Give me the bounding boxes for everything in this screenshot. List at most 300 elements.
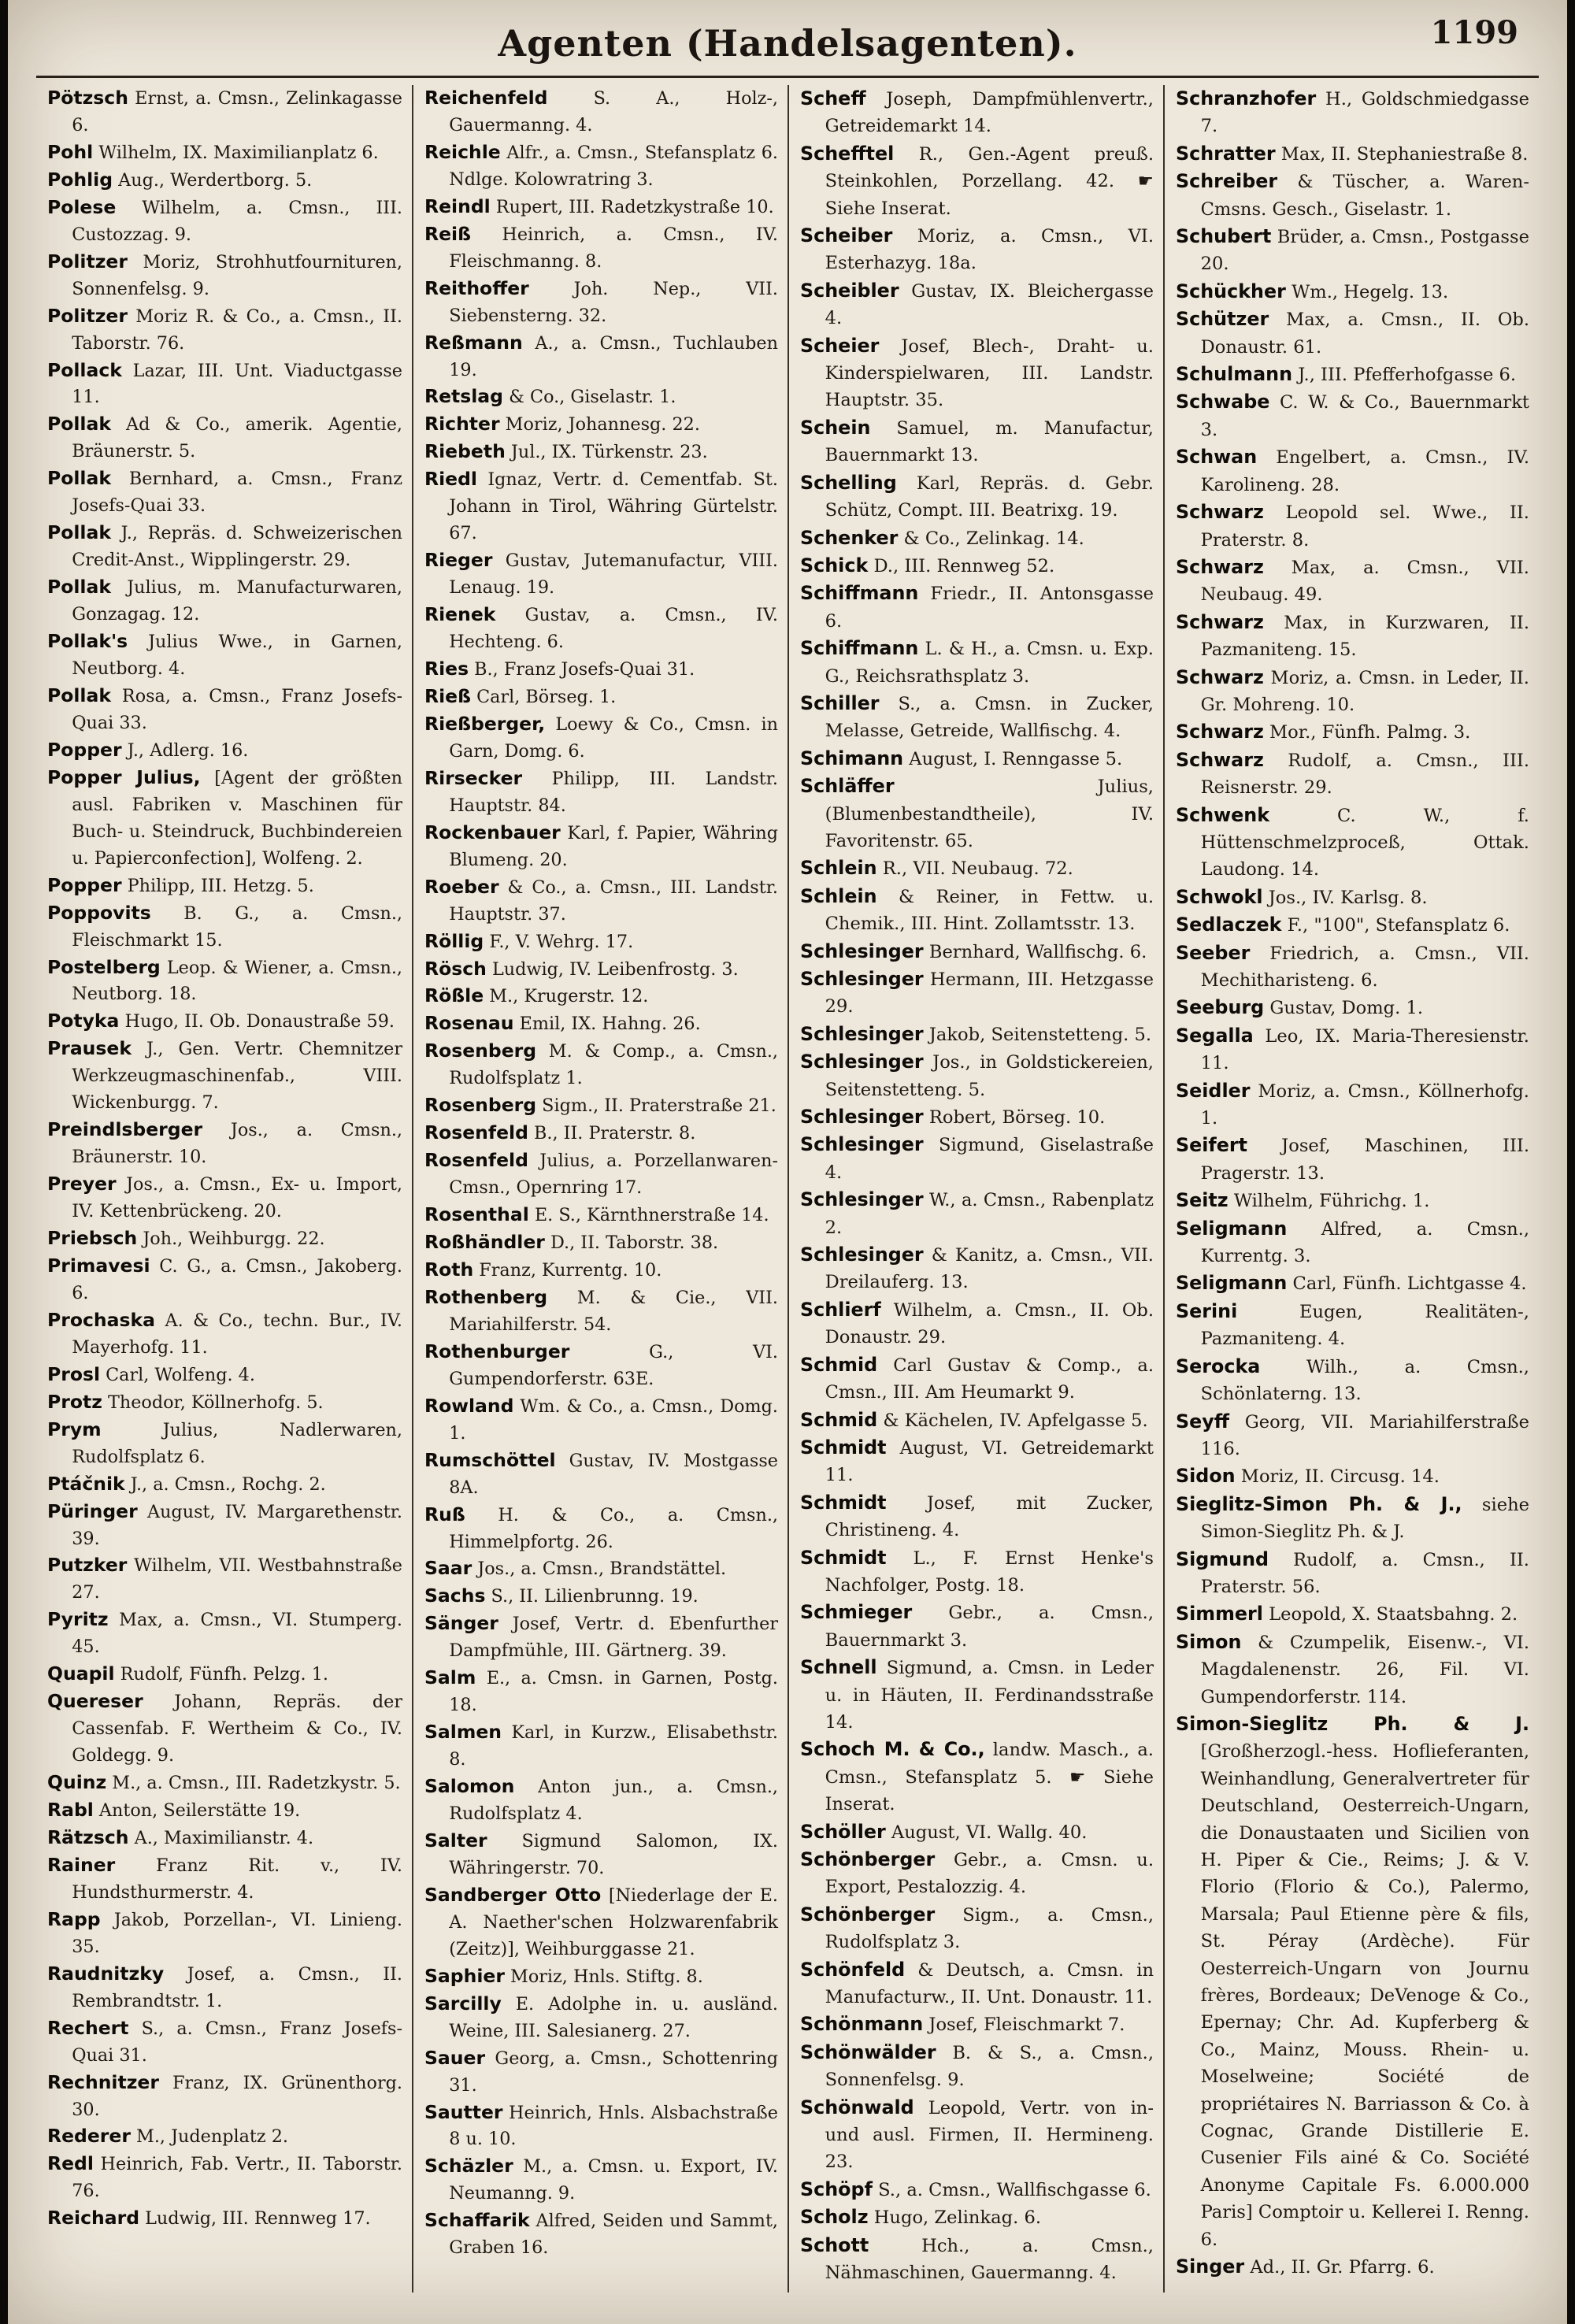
directory-entry <box>800 1489 1154 1544</box>
entry-name: Salmen <box>424 1721 502 1744</box>
directory-entry <box>47 1036 402 1117</box>
entry-name: Segalla <box>1176 1024 1254 1047</box>
entry-detail: Rudolf, a. Cmsn., III. Reisnerstr. 29. <box>1200 750 1529 799</box>
page-title: Agenten (Handelsagenten). <box>498 22 1077 65</box>
directory-entry <box>800 773 1154 854</box>
entry-detail: L., F. Ernst Henke's Nachfolger, Postg. 18. <box>825 1547 1154 1596</box>
entry-detail: Franz Rit. v., IV. Hundsthurmerstr. 4. <box>72 1855 402 1903</box>
directory-entry <box>1176 443 1529 499</box>
entry-name: Roth <box>424 1258 474 1281</box>
entry-name: Schöller <box>800 1820 886 1843</box>
entry-name: Politzer <box>47 250 128 272</box>
entry-name: Schlein <box>800 857 877 880</box>
directory-entry <box>47 167 402 195</box>
entry-detail: Jos., in Goldstickereien, Seitenstetteng. 5. <box>825 1052 1154 1100</box>
entry-detail: J., a. Cmsn., Rochg. 2. <box>124 1473 326 1495</box>
directory-entry <box>1176 1491 1529 1546</box>
entry-detail: J., Gen. Vertr. Chemnitzer Werkzeugmaschinenfab., VIII. Wickenburgg. 7. <box>72 1039 402 1114</box>
entry-detail: Wm. & Co., a. Cmsn., Domg. 1. <box>449 1396 778 1444</box>
directory-entry <box>47 303 402 358</box>
entry-detail: Moriz, Strohhutfournituren, Sonnenfelsg. 9. <box>72 251 402 299</box>
entry-detail: Gustav, Domg. 1. <box>1264 998 1424 1019</box>
entry-detail: August, I. Renngasse 5. <box>903 748 1123 769</box>
entry-name: Rechert <box>47 2016 129 2039</box>
entry-name: Schenker <box>800 526 899 549</box>
entry-name: Schützer <box>1176 308 1269 331</box>
entry-detail: Ad & Co., amerik. Agentie, Bräunerstr. 5. <box>72 414 402 462</box>
directory-entry <box>47 1471 402 1499</box>
directory-entry <box>47 1770 402 1797</box>
entry-name: Sautter <box>424 2100 503 2123</box>
entry-name: Ptáčnik <box>47 1472 125 1495</box>
entry-detail: S. A., Holz-, Gauermanng. 4. <box>449 88 778 135</box>
entry-name: Riedl <box>424 468 477 491</box>
entry-name: Schreiber <box>1176 170 1278 193</box>
entry-detail: A. & Co., techn. Bur., IV. Mayerhofg. 11. <box>72 1310 402 1358</box>
directory-entry <box>1176 884 1529 911</box>
entry-detail: Georg, a. Cmsn., Schottenring 31. <box>449 2048 778 2096</box>
entry-name: Reichle <box>424 140 501 163</box>
directory-entry <box>424 1665 778 1719</box>
directory-entry <box>800 1544 1154 1599</box>
entry-detail: M., Judenplatz 2. <box>130 2126 288 2148</box>
directory-entry <box>47 1225 402 1253</box>
entry-name: Schönberger <box>800 1903 936 1926</box>
entry-name: Rienek <box>424 603 496 626</box>
directory-entry <box>424 1202 778 1229</box>
directory-entry <box>424 2153 778 2207</box>
entry-detail: Max, a. Cmsn., VI. Stumperg. 45. <box>72 1610 402 1658</box>
directory-entry <box>424 276 778 330</box>
entry-name: Rabl <box>47 1799 94 1822</box>
directory-entry <box>800 966 1154 1021</box>
entry-detail: Jakob, Seitenstetteng. 5. <box>923 1024 1152 1045</box>
directory-entry <box>800 1241 1154 1296</box>
entry-name: Rockenbauer <box>424 821 561 843</box>
directory-entry <box>800 2094 1154 2176</box>
entry-name: Schmidt <box>800 1491 887 1514</box>
entry-name: Schlesinger <box>800 1244 924 1266</box>
directory-entry <box>47 195 402 249</box>
entry-name: Schlesinger <box>800 1051 924 1073</box>
entry-detail: Franz, IX. Grünenthorg. 30. <box>72 2072 402 2120</box>
entry-name: Serini <box>1176 1299 1238 1322</box>
entry-name: Polese <box>47 195 117 218</box>
entry-name: Rumschöttel <box>424 1448 556 1471</box>
entry-name: Schückher <box>1176 280 1286 302</box>
directory-entry <box>47 1907 402 1961</box>
entry-detail: Georg, VII. Mariahilferstraße 116. <box>1200 1411 1529 1459</box>
directory-entry <box>424 711 778 765</box>
directory-entry <box>47 1852 402 1907</box>
entry-detail: Aug., Werdertborg. 5. <box>113 169 313 191</box>
entry-name: Reithoffer <box>424 276 529 299</box>
entry-detail: Sigmund, Giselastraße 4. <box>825 1135 1154 1183</box>
directory-entry <box>424 85 778 139</box>
entry-name: Protz <box>47 1390 102 1413</box>
directory-entry <box>800 2011 1154 2038</box>
directory-entry <box>1176 1546 1529 1601</box>
entry-name: Rosenberg <box>424 1094 537 1117</box>
entry-detail: G., VI. Gumpendorferstr. 63E. <box>449 1341 778 1389</box>
directory-entry <box>800 1956 1154 2011</box>
directory-entry <box>1176 1269 1529 1297</box>
directory-entry <box>800 1021 1154 1048</box>
entry-name: Riebeth <box>424 440 506 463</box>
entry-detail: Julius, Nadlerwaren, Rudolfsplatz 6. <box>72 1419 402 1467</box>
entry-detail: Carl Gustav & Comp., a. Cmsn., III. Am Heumarkt 9. <box>825 1355 1154 1403</box>
entry-detail: Heinrich, Fab. Vertr., II. Taborstr. 76. <box>72 2154 402 2202</box>
entry-detail: Emil, IX. Hahng. 26. <box>513 1014 701 1035</box>
directory-entry <box>47 249 402 303</box>
entry-name: Pohl <box>47 140 94 163</box>
entry-detail: Theodor, Köllnerhofg. 5. <box>102 1392 324 1413</box>
directory-entry <box>800 140 1154 222</box>
entry-name: Schwabe <box>1176 391 1270 413</box>
entry-detail: Eugen, Realitäten-, Pazmaniteng. 4. <box>1200 1301 1529 1350</box>
entry-detail: Loewy & Co., Cmsn. in Garn, Domg. 6. <box>449 714 778 762</box>
entry-detail: Rudolf, Fünfh. Pelzg. 1. <box>114 1664 328 1685</box>
entry-name: Rießberger, <box>424 712 546 735</box>
entry-name: Prym <box>47 1418 102 1440</box>
entry-name: Schubert <box>1176 225 1272 248</box>
directory-entry <box>800 1599 1154 1654</box>
directory-entry <box>424 602 778 656</box>
directory-entry <box>800 938 1154 966</box>
directory-entry <box>800 1434 1154 1489</box>
directory-entry <box>1176 1077 1529 1132</box>
directory-entry <box>800 1186 1154 1241</box>
entry-name: Rowland <box>424 1394 514 1417</box>
entry-name: Singer <box>1176 2255 1245 2278</box>
entry-name: Schlesinger <box>800 968 924 990</box>
entry-detail: Gebr., a. Cmsn. u. Export, Pestalozzig. 4. <box>825 1850 1154 1898</box>
entry-name: Rosenfeld <box>424 1121 528 1144</box>
entry-name: Scheier <box>800 334 880 357</box>
directory-entry <box>47 628 402 683</box>
entry-name: Reichard <box>47 2207 140 2229</box>
directory-entry <box>424 1502 778 1556</box>
entry-name: Putzker <box>47 1554 128 1577</box>
entry-name: Ruß <box>424 1503 465 1525</box>
entry-name: Sauer <box>424 2046 486 2069</box>
directory-entry <box>47 1688 402 1770</box>
entry-detail: Lazar, III. Unt. Viaductgasse 11. <box>72 360 402 408</box>
entry-detail: Jakob, Porzellan-, VI. Linieng. 35. <box>72 1909 402 1957</box>
directory-column-1 <box>36 85 412 2292</box>
entry-detail: A., Maximilianstr. 4. <box>128 1828 314 1848</box>
directory-entry <box>1176 1215 1529 1270</box>
entry-detail: A., a. Cmsn., Tuchlauben 19. <box>449 332 778 380</box>
entry-name: Schlesinger <box>800 1106 924 1129</box>
entry-detail: [Niederlage der E. A. Naether'schen Holzwarenfabrik (Zeitz)], Weihburggasse 21. <box>449 1885 778 1959</box>
directory-entry <box>1176 306 1529 361</box>
entry-detail: J., Repräs. d. Schweizerischen Credit-Anst., Wipplingerstr. 29. <box>72 523 402 571</box>
entry-name: Rosenberg <box>424 1040 537 1062</box>
entry-detail: Jos., IV. Karlsg. 8. <box>1262 887 1428 908</box>
directory-entry <box>800 222 1154 277</box>
directory-entry <box>1176 1629 1529 1711</box>
directory-entry <box>47 574 402 628</box>
directory-entry <box>424 874 778 928</box>
entry-name: Schaffarik <box>424 2209 530 2232</box>
directory-column-2 <box>412 85 788 2292</box>
entry-name: Rieß <box>424 684 471 707</box>
entry-name: Popper <box>47 873 122 896</box>
entry-detail: Jos., a. Cmsn., Brandstättel. <box>472 1559 727 1580</box>
entry-name: Ries <box>424 658 469 680</box>
directory-entry <box>47 358 402 412</box>
entry-detail: M. & Comp., a. Cmsn., Rudolfsplatz 1. <box>449 1041 778 1089</box>
entry-name: Schwan <box>1176 446 1258 469</box>
entry-name: Pyritz <box>47 1608 109 1631</box>
directory-entry <box>424 2207 778 2262</box>
directory-entry <box>424 1774 778 1828</box>
entry-detail: Gustav, Jutemanufactur, VIII. Lenaug. 19. <box>449 550 778 599</box>
entry-name: Schefftel <box>800 142 895 165</box>
entry-name: Schratter <box>1176 142 1276 165</box>
entry-name: Schein <box>800 416 871 439</box>
directory-entry <box>1176 278 1529 306</box>
directory-entry <box>424 1882 778 1963</box>
entry-detail: S., a. Cmsn., Franz Josefs-Quai 31. <box>72 2018 402 2066</box>
entry-detail: Wilhelm, a. Cmsn., II. Ob. Donaustr. 29. <box>825 1299 1154 1348</box>
entry-name: Schlein <box>800 884 877 907</box>
entry-name: Pohlig <box>47 168 113 191</box>
entry-detail: Sigm., a. Cmsn., Rudolfsplatz 3. <box>825 1904 1154 1953</box>
entry-name: Schlierf <box>800 1298 881 1321</box>
entry-name: Schoch M. & Co., <box>800 1738 985 1761</box>
entry-detail: Karl, Repräs. d. Gebr. Schütz, Compt. III. Beatrixg. 19. <box>825 473 1154 521</box>
entry-detail: Julius, m. Manufacturwaren, Gonzagag. 12. <box>72 577 402 625</box>
entry-detail: & Kanitz, a. Cmsn., VII. Dreilauferg. 13. <box>825 1245 1154 1293</box>
entry-detail: Max, II. Stephaniestraße 8. <box>1275 143 1529 165</box>
directory-entry <box>1176 388 1529 443</box>
entry-detail: Moriz, II. Circusg. 14. <box>1235 1466 1440 1488</box>
directory-entry <box>424 1393 778 1447</box>
entry-detail: Carl, Börseg. 1. <box>471 686 617 707</box>
entry-detail: Friedrich, a. Cmsn., VII. Mechitharisteng. 6. <box>1200 943 1529 991</box>
directory-entry <box>47 1117 402 1171</box>
directory-entry <box>1176 802 1529 884</box>
entry-detail: Wilh., a. Cmsn., Schönlaterng. 13. <box>1200 1356 1529 1405</box>
directory-entry <box>47 411 402 465</box>
entry-name: Pollak <box>47 521 111 544</box>
entry-detail: Karl, f. Papier, Währing Blumeng. 20. <box>449 822 778 870</box>
entry-name: Schiller <box>800 691 880 714</box>
directory-entry <box>47 1825 402 1852</box>
entry-name: Sigmund <box>1176 1547 1269 1570</box>
entry-detail: Max, in Kurzwaren, II. Pazmaniteng. 15. <box>1200 612 1529 661</box>
entry-detail: Engelbert, a. Cmsn., IV. Karolineng. 28. <box>1200 447 1529 495</box>
directory-entry <box>424 1120 778 1147</box>
entry-name: Schwarz <box>1176 665 1264 688</box>
entry-detail: Sigmund Salomon, IX. Währingerstr. 70. <box>449 1831 778 1878</box>
directory-entry <box>47 85 402 139</box>
directory-entry <box>800 1131 1154 1186</box>
directory-page <box>8 0 1567 2324</box>
entry-name: Schick <box>800 554 869 576</box>
entry-name: Rätzsch <box>47 1826 129 1848</box>
entry-detail: Moriz R. & Co., a. Cmsn., II. Taborstr. 76. <box>72 306 402 354</box>
entry-detail: C. W. & Co., Bauernmarkt 3. <box>1200 392 1529 440</box>
directory-entry <box>424 1610 778 1665</box>
directory-entry <box>47 1961 402 2015</box>
directory-entry <box>1176 1600 1529 1628</box>
directory-entry <box>1176 554 1529 609</box>
entry-detail: & Co., Giselastr. 1. <box>503 387 676 408</box>
entry-name: Richter <box>424 413 500 436</box>
entry-name: Primavesi <box>47 1254 150 1277</box>
entry-detail: siehe Simon-Sieglitz Ph. & J. <box>1200 1494 1530 1543</box>
entry-detail: B., Franz Josefs-Quai 31. <box>469 659 695 680</box>
entry-detail: D., III. Rennweg 52. <box>868 555 1055 576</box>
directory-entry <box>800 883 1154 938</box>
entry-name: Schelling <box>800 471 897 494</box>
directory-entry <box>800 745 1154 773</box>
directory-entry <box>800 2204 1154 2231</box>
entry-name: Schönwald <box>800 2096 914 2118</box>
directory-entry <box>424 330 778 384</box>
entry-name: Schlesinger <box>800 940 924 962</box>
directory-entry <box>424 1339 778 1393</box>
entry-name: Rirsecker <box>424 766 523 789</box>
directory-entry <box>47 737 402 765</box>
entry-name: Sachs <box>424 1585 486 1607</box>
entry-name: Schwokl <box>1176 885 1263 908</box>
directory-entry <box>47 1389 402 1417</box>
entry-detail: [Agent der größten ausl. Fabriken v. Maschinen für Buch- u. Steindruck, Buchbindereien u. Papierconfection], Wolfeng. 2. <box>72 767 402 869</box>
directory-entry <box>800 414 1154 469</box>
entry-detail: & Deutsch, a. Cmsn. in Manufacturw., II. Unt. Donaustr. 11. <box>825 1959 1154 2008</box>
entry-name: Rößle <box>424 984 484 1007</box>
entry-name: Reindl <box>424 195 491 217</box>
directory-entry <box>47 873 402 900</box>
entry-detail: Mor., Fünfh. Palmg. 3. <box>1263 722 1471 743</box>
directory-entry <box>424 956 778 984</box>
directory-entry <box>424 194 778 221</box>
entry-detail: Jul., IX. Türkenstr. 23. <box>505 442 708 463</box>
directory-entry <box>47 2015 402 2070</box>
entry-detail: Josef, a. Cmsn., II. Rembrandtstr. 1. <box>72 1963 402 2011</box>
entry-name: Schönmann <box>800 2013 924 2036</box>
directory-entry <box>424 656 778 684</box>
directory-entry <box>424 1719 778 1774</box>
entry-detail: Gustav, IV. Mostgasse 8A. <box>449 1450 778 1498</box>
entry-name: Seidler <box>1176 1079 1251 1102</box>
entry-name: Rederer <box>47 2125 131 2148</box>
entry-detail: Leopold, X. Staatsbahng. 2. <box>1262 1604 1518 1625</box>
directory-entry <box>47 2123 402 2151</box>
entry-name: Retslag <box>424 385 503 408</box>
directory-entry <box>424 1447 778 1502</box>
entry-detail: E. Adolphe in. u. ausländ. Weine, III. Salesianerg. 27. <box>449 1993 778 2041</box>
entry-name: Seifert <box>1176 1134 1248 1157</box>
entry-name: Rapp <box>47 1907 101 1930</box>
entry-name: Scholz <box>800 2206 869 2229</box>
entry-detail: & Reiner, in Fettw. u. Chemik., III. Hint. Zollamtsstr. 13. <box>825 886 1154 935</box>
entry-detail: Robert, Börseg. 10. <box>923 1107 1106 1129</box>
entry-name: Preindlsberger <box>47 1118 203 1141</box>
entry-name: Redl <box>47 2152 94 2175</box>
directory-entry <box>800 2232 1154 2287</box>
entry-name: Postelberg <box>47 955 161 978</box>
directory-entry <box>424 1583 778 1610</box>
entry-detail: & Kächelen, IV. Apfelgasse 5. <box>877 1410 1148 1431</box>
directory-entry <box>47 1008 402 1036</box>
entry-detail: Anton jun., a. Cmsn., Rudolfsplatz 4. <box>449 1777 778 1825</box>
entry-name: Politzer <box>47 304 128 327</box>
entry-detail: Leopold sel. Wwe., II. Praterstr. 8. <box>1200 502 1529 550</box>
entry-name: Rothenburger <box>424 1340 570 1362</box>
directory-entry <box>800 1818 1154 1846</box>
directory-entry <box>47 2151 402 2205</box>
directory-entry <box>424 1555 778 1583</box>
entry-name: Schranzhofer <box>1176 87 1317 109</box>
entry-name: Schönberger <box>800 1848 936 1870</box>
entry-name: Prausek <box>47 1037 132 1060</box>
entry-name: Simon <box>1176 1630 1242 1653</box>
entry-detail: Julius Wwe., in Garnen, Neutborg. 4. <box>72 632 402 680</box>
directory-entry <box>47 1417 402 1471</box>
directory-entry <box>47 1362 402 1389</box>
entry-detail: Moriz, a. Cmsn. in Leder, II. Gr. Mohreng. 10. <box>1200 667 1529 715</box>
entry-detail: B. & S., a. Cmsn., Sonnenfelsg. 9. <box>825 2042 1154 2091</box>
entry-detail: Wilhelm, a. Cmsn., III. Custozzag. 9. <box>72 197 402 245</box>
entry-detail: Bernhard, Wallfischg. 6. <box>923 941 1147 962</box>
entry-name: Rosenau <box>424 1012 514 1035</box>
directory-entry <box>1176 1462 1529 1490</box>
entry-name: Schwenk <box>1176 803 1270 826</box>
directory-entry <box>424 2100 778 2154</box>
entry-detail: M., a. Cmsn., III. Radetzkystr. 5. <box>106 1773 401 1794</box>
entry-name: Sedlaczek <box>1176 914 1282 936</box>
entry-name: Sarcilly <box>424 1992 502 2015</box>
entry-name: Rothenberg <box>424 1285 548 1308</box>
directory-entry <box>800 2176 1154 2204</box>
entry-detail: Friedr., II. Antonsgasse 6. <box>825 584 1154 632</box>
entry-detail: Wm., Hegelg. 13. <box>1285 281 1449 302</box>
directory-entry <box>1176 1022 1529 1077</box>
entry-detail: Moriz, a. Cmsn., Köllnerhofg. 1. <box>1200 1080 1529 1129</box>
entry-detail: & Co., Zelinkag. 14. <box>898 528 1084 549</box>
entry-name: Schlesinger <box>800 1133 924 1156</box>
directory-entry <box>800 1736 1154 1818</box>
entry-detail: Hch., a. Cmsn., Nähmaschinen, Gauermanng. 4. <box>825 2235 1154 2284</box>
entry-detail: & Czumpelik, Eisenw.-, VI. Magdalenenstr. 26, Fil. VI. Gumpendorferstr. 114. <box>1200 1632 1529 1707</box>
entry-name: Sandberger Otto <box>424 1883 602 1906</box>
entry-detail: Karl, in Kurzw., Elisabethstr. 8. <box>449 1722 778 1770</box>
entry-name: Schönfeld <box>800 1958 906 1981</box>
entry-detail: Ignaz, Vertr. d. Cementfab. St. Johann in Tirol, Währing Gürtelstr. 67. <box>449 469 778 544</box>
entry-name: Schwarz <box>1176 555 1264 578</box>
directory-entry <box>1176 747 1529 802</box>
directory-entry <box>800 277 1154 332</box>
entry-name: Pollack <box>47 358 122 381</box>
entry-detail: Ad., II. Gr. Pfarrg. 6. <box>1244 2257 1435 2278</box>
entry-detail: Bernhard, a. Cmsn., Franz Josefs-Quai 33. <box>72 469 402 517</box>
entry-name: Rosenthal <box>424 1203 529 1226</box>
entry-name: Saphier <box>424 1964 505 1987</box>
directory-entry <box>424 1092 778 1120</box>
entry-name: Scheiber <box>800 224 893 247</box>
entry-detail: Brüder, a. Cmsn., Postgasse 20. <box>1200 227 1529 275</box>
directory-entry <box>800 1407 1154 1434</box>
directory-entry <box>1176 1298 1529 1353</box>
entry-name: Schlesinger <box>800 1022 924 1045</box>
entry-name: Roßhändler <box>424 1231 545 1254</box>
directory-entry <box>424 1010 778 1038</box>
